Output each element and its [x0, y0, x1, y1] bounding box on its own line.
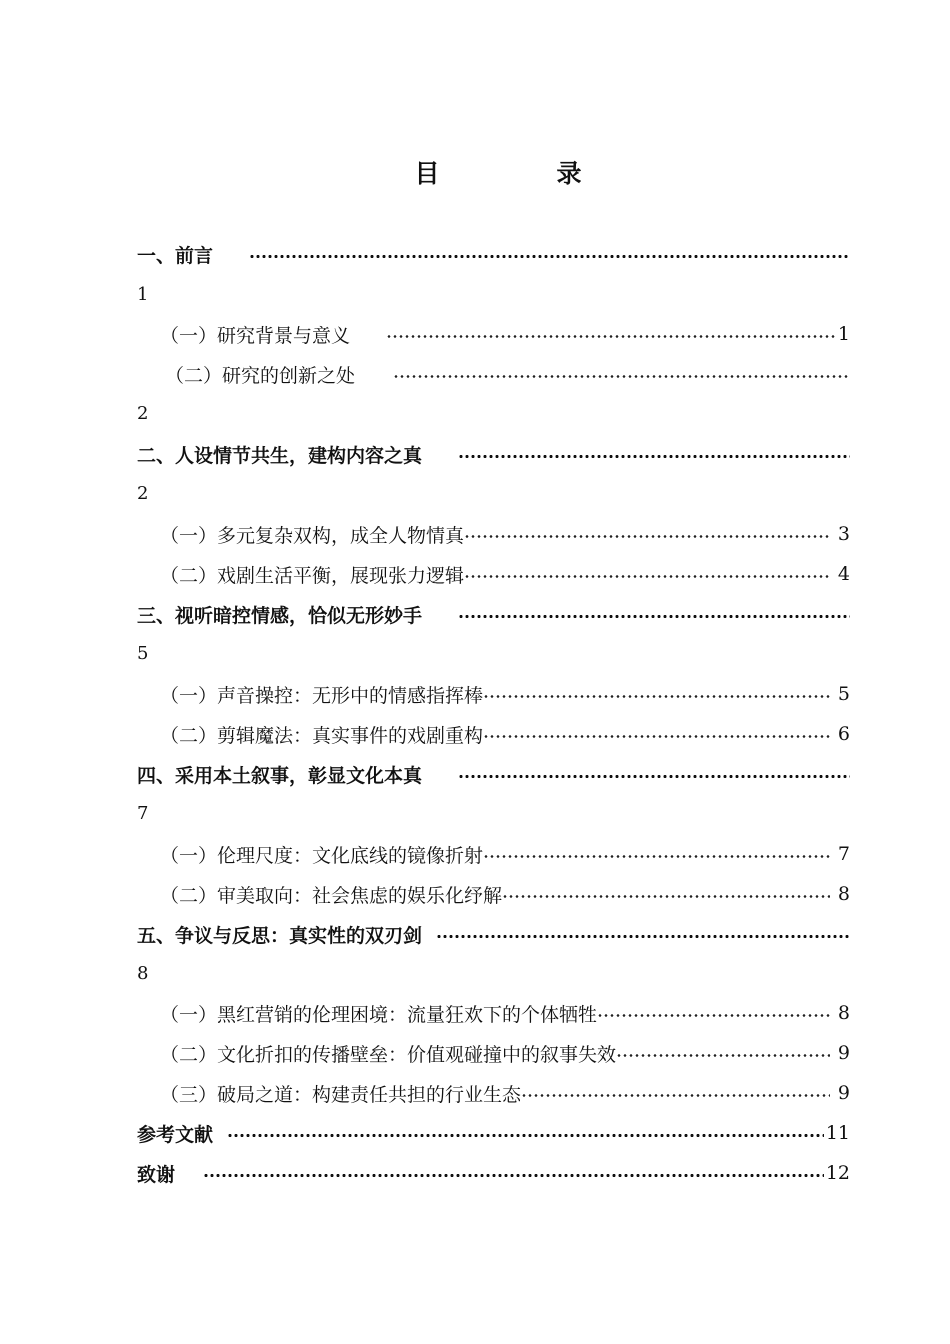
toc-entry-label: （三）破局之道：构建责任共担的行业生态 — [160, 1083, 522, 1106]
toc-entry-page: 4 — [837, 563, 850, 585]
toc-entry-page: 1 — [837, 323, 850, 345]
toc-entry-page: 2 — [137, 483, 149, 504]
toc-entry-page: 7 — [837, 843, 850, 865]
leader-dots — [436, 935, 850, 938]
toc-entry-label: （一）伦理尺度：文化底线的镜像折射 — [160, 844, 484, 867]
leader-dots — [616, 1054, 830, 1057]
toc-entry-page: 6 — [837, 723, 850, 745]
toc-entry-section-3-1[interactable] — [160, 680, 850, 708]
toc-entry-page: 1 — [137, 284, 149, 305]
toc-entry-page: 9 — [837, 1082, 850, 1104]
leader-dots — [521, 1094, 830, 1097]
toc-entry-page: 5 — [837, 683, 850, 705]
leader-dots — [458, 775, 850, 778]
toc-entry-page: 5 — [137, 643, 149, 664]
toc-title: 目 录 — [414, 159, 628, 188]
toc-entry-section-1-1[interactable] — [160, 320, 850, 348]
leader-dots — [458, 455, 850, 458]
toc-entry-section-5-1[interactable] — [160, 999, 850, 1027]
toc-entry-page: 11 — [825, 1122, 850, 1144]
toc-entry-page: 3 — [837, 523, 850, 545]
toc-entry-references[interactable] — [137, 1119, 850, 1147]
toc-entry-label: 二、人设情节共生，建构内容之真 — [137, 444, 423, 467]
toc-entry-section-1-2[interactable] — [165, 360, 850, 388]
leader-dots — [464, 575, 830, 578]
toc-entry-label: （一）黑红营销的伦理困境：流量狂欢下的个体牺牲 — [160, 1003, 598, 1026]
toc-entry-section-4-1[interactable] — [160, 840, 850, 868]
toc-entry-section-5-3[interactable] — [160, 1079, 850, 1107]
toc-entry-chapter-3[interactable] — [137, 600, 850, 628]
toc-entry-section-4-2[interactable] — [160, 880, 850, 908]
toc-entry-page: 9 — [837, 1042, 850, 1064]
leader-dots — [458, 615, 850, 618]
toc-entry-label: 一、前言 — [137, 244, 214, 267]
toc-entry-section-2-2[interactable] — [160, 560, 850, 588]
toc-entry-label: （一）声音操控：无形中的情感指挥棒 — [160, 684, 484, 707]
toc-entry-label: 四、采用本土叙事，彰显文化本真 — [137, 764, 423, 787]
leader-dots — [203, 1174, 824, 1177]
leader-dots — [597, 1014, 830, 1017]
leader-dots — [249, 255, 850, 258]
toc-entry-label: 三、视听暗控情感，恰似无形妙手 — [137, 604, 423, 627]
toc-entry-page: 8 — [137, 963, 149, 984]
toc-entry-chapter-2[interactable] — [137, 440, 850, 468]
toc-entry-label: （一）研究背景与意义 — [160, 324, 351, 347]
leader-dots — [464, 535, 830, 538]
toc-entry-page: 8 — [837, 1002, 850, 1024]
leader-dots — [483, 695, 830, 698]
toc-entry-section-5-2[interactable] — [160, 1039, 850, 1067]
toc-entry-label: （二）研究的创新之处 — [165, 364, 356, 387]
toc-entry-acknowledgements[interactable] — [137, 1159, 850, 1187]
leader-dots — [227, 1134, 824, 1137]
leader-dots — [483, 735, 830, 738]
toc-entry-label: （二）审美取向：社会焦虑的娱乐化纾解 — [160, 884, 503, 907]
toc-entry-page: 7 — [137, 803, 149, 824]
leader-dots — [483, 855, 830, 858]
toc-entry-label: 参考文献 — [137, 1123, 214, 1146]
toc-entry-section-3-2[interactable] — [160, 720, 850, 748]
toc-entry-page: 2 — [137, 403, 149, 424]
toc-entry-label: （二）剪辑魔法：真实事件的戏剧重构 — [160, 724, 484, 747]
leader-dots — [386, 335, 836, 338]
toc-entry-label: （一）多元复杂双构，成全人物情真 — [160, 524, 465, 547]
leader-dots — [393, 375, 850, 378]
toc-entry-chapter-5[interactable] — [137, 920, 850, 948]
toc-entry-chapter-4[interactable] — [137, 760, 850, 788]
toc-entry-page: 12 — [825, 1162, 850, 1184]
toc-entry-label: （二）文化折扣的传播壁垒：价值观碰撞中的叙事失效 — [160, 1043, 617, 1066]
toc-entry-label: 五、争议与反思：真实性的双刃剑 — [137, 924, 423, 947]
toc-entry-section-2-1[interactable] — [160, 520, 850, 548]
toc-entry-label: 致谢 — [137, 1163, 176, 1186]
toc-entry-chapter-1[interactable] — [137, 240, 850, 268]
leader-dots — [502, 895, 830, 898]
toc-entry-page: 8 — [837, 883, 850, 905]
toc-entry-label: （二）戏剧生活平衡，展现张力逻辑 — [160, 564, 465, 587]
